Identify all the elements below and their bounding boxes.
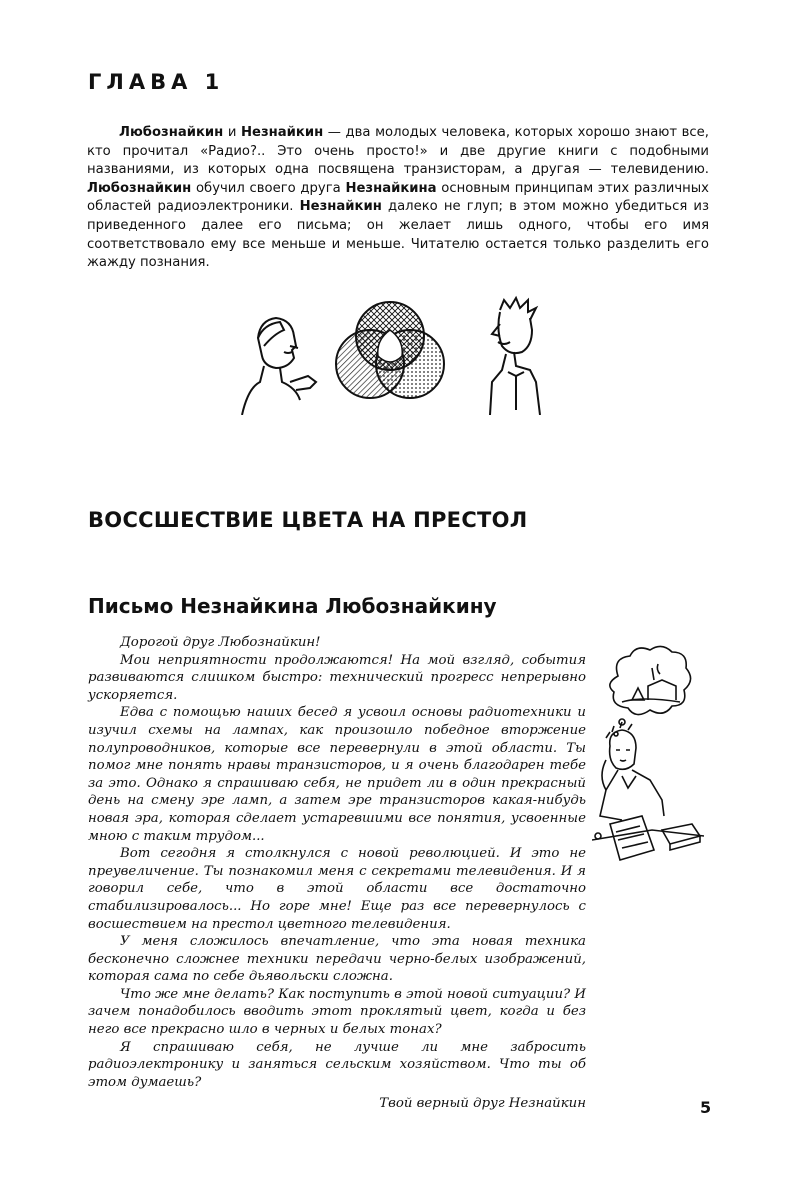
subsection-title: Письмо Незнайкина Любознайкину [88,594,497,618]
letter-paragraph: Что же мне делать? Как поступить в этой новой ситуации? И зачем понадобилось вводить этот проклятый цвет, когда и без него все прекрасно шло в черных и белых тонах? [88,986,586,1038]
letter-paragraph: Я спрашиваю себя, не лучше ли мне забросить радиоэлектронику и заняться сельским хозяйством. Что ты об этом думаешь? [88,1039,586,1090]
letter-signature: Твой верный друг Незнайкин [379,1096,586,1112]
color-circles-drawing [336,302,444,398]
right-character-drawing [490,298,540,415]
letter-text [88,634,586,1113]
intro-text: основным принципам этих различных областей радиоэлектроники. [87,180,709,215]
intro-name: Любознайкин [119,125,224,140]
intro-name: Незнайкина [345,180,437,196]
thought-cloud-drawing [610,646,691,714]
dreaming-boy-illustration [592,640,704,872]
letter-paragraph: Мои неприятности продолжаются! На мой взгляд, события развиваются слишком быстро: технический прогресс непрерывно ускоряется. [88,652,586,703]
intro-name: Незнайкин [241,125,324,140]
characters-color-circles-illustration [230,290,550,415]
letter-paragraph: У меня сложилось впечатление, что эта новая техника бесконечно сложнее техники передачи черно-белых изображений, которая сама по себе дьявольски сложна. [88,934,586,985]
left-character-drawing [242,318,316,415]
section-title: ВОССШЕСТВИЕ ЦВЕТА НА ПРЕСТОЛ [88,508,528,532]
intro-text: далеко не глуп; в этом можно убедиться из приведенного далее его письма; он желает лишь одного, чтобы его имя соответствовало ему все меньше и меньше. Читателю остается только разделить его жажду познания. [87,199,709,271]
intro-name: Любознайкин [87,180,192,196]
intro-text: и [223,125,241,140]
chapter-heading: ГЛАВА 1 [88,70,225,94]
page-number: 5 [700,1098,712,1117]
intro-name: Незнайкин [299,199,382,215]
letter-salutation: Дорогой друг Любознайкин! [120,635,321,650]
letter-paragraph: Едва с помощью наших бесед я усвоил основы радиотехники и изучил схемы на лампах, как произошло победное вторжение полупроводников, которые все перевернули в этой области. Ты помог мне понять нравы транзисторов, и я очень благодарен тебе за это. Однако я спрашиваю себя, не придет ли в один прекрасный день на смену эре ламп, а затем эре транзисторов какая-нибудь новая эра, которая сделает устаревшими все понятия, усвоенные мною с таким трудом... [88,705,586,844]
letter-paragraph: Вот сегодня я столкнулся с новой революцией. И это не преувеличение. Ты познакомил меня с секретами телевидения. И я говорил себе, что в этой области все достаточно стабилизировалось... Но горе мне! Еще раз все перевернулось с восшествием на престол цветного телевидения. [88,846,586,932]
intro-text: — два молодых человека, которых хорошо знают все, кто прочитал «Радио?.. Это очень просто!» и две другие книги с подобными названиями, из которых одна посвящена транзисторам, а другая — телевидению. [87,125,709,178]
intro-paragraph [87,124,709,273]
intro-text: обучил своего друга [191,180,346,196]
